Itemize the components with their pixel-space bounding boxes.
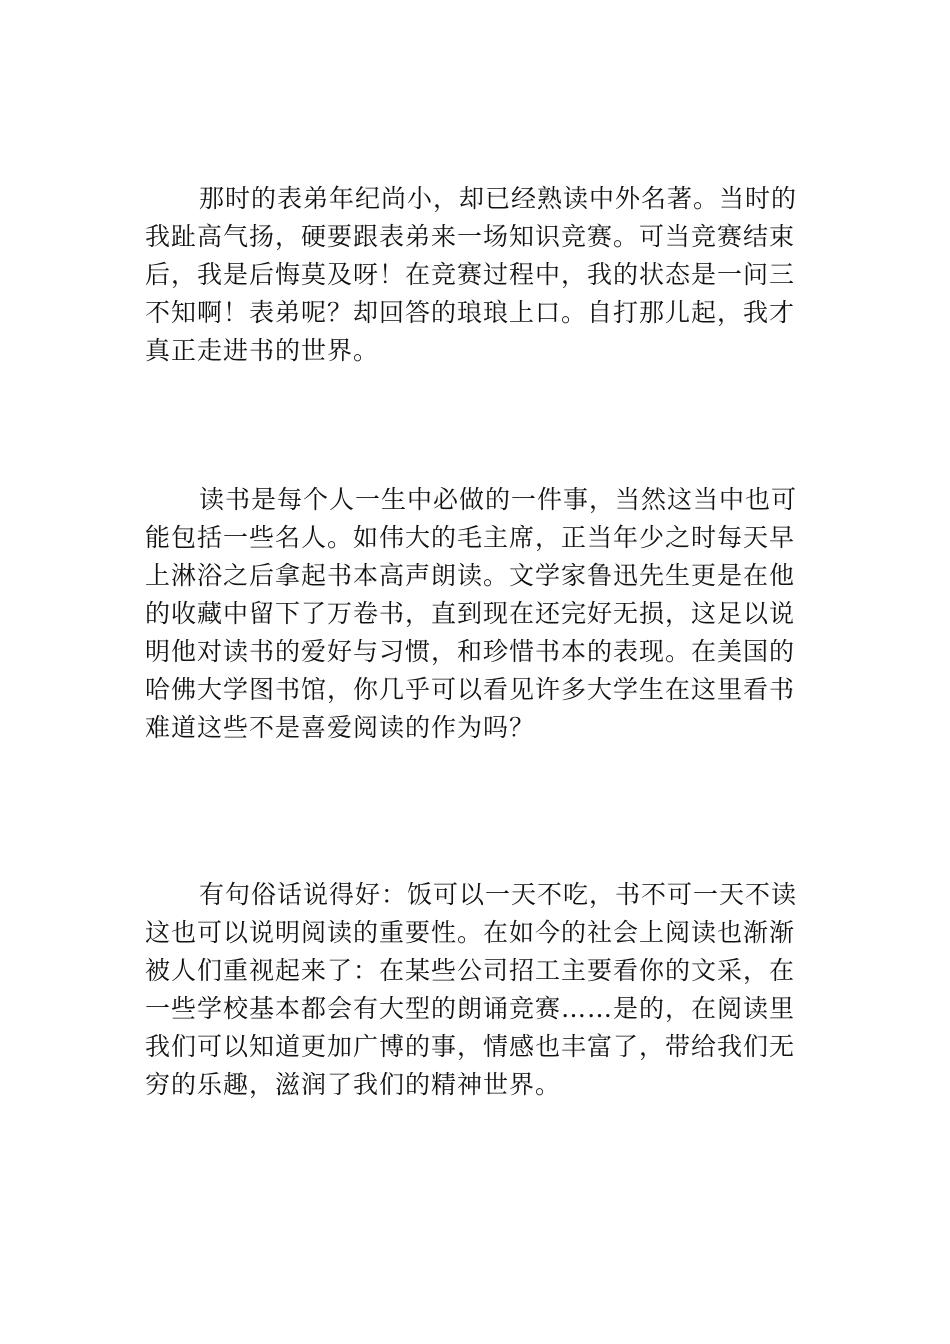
paragraph-line: 明他对读书的爱好与习惯，和珍惜书本的表现。在美国的 bbox=[145, 637, 796, 666]
paragraph-line: 的收藏中留下了万卷书，直到现在还完好无损，这足以说 bbox=[145, 599, 796, 628]
paragraph-line: 这也可以说明阅读的重要性。在如今的社会上阅读也渐渐 bbox=[145, 918, 796, 947]
paragraph-line: 那时的表弟年纪尚小，却已经熟读中外名著。当时的 bbox=[199, 184, 798, 213]
paragraph-line: 真正走进书的世界。 bbox=[145, 336, 380, 365]
paragraph-2 bbox=[145, 481, 805, 747]
paragraph-1 bbox=[145, 180, 805, 370]
paragraph-line: 读书是每个人一生中必做的一件事，当然这当中也可 bbox=[199, 485, 798, 514]
paragraph-line: 后，我是后悔莫及呀！在竞赛过程中，我的状态是一问三 bbox=[145, 260, 796, 289]
paragraph-line: 有句俗话说得好：饭可以一天不吃，书不可一天不读 bbox=[199, 880, 798, 909]
paragraph-3 bbox=[145, 876, 805, 1104]
paragraph-line: 哈佛大学图书馆，你几乎可以看见许多大学生在这里看书 bbox=[145, 675, 796, 704]
paragraph-line: 我们可以知道更加广博的事，情感也丰富了，带给我们无 bbox=[145, 1032, 796, 1061]
paragraph-line: 能包括一些名人。如伟大的毛主席，正当年少之时每天早 bbox=[145, 523, 796, 552]
paragraph-line: 不知啊！表弟呢？却回答的琅琅上口。自打那儿起，我才 bbox=[145, 298, 796, 327]
paragraph-line: 难道这些不是喜爱阅读的作为吗？ bbox=[145, 713, 536, 742]
paragraph-line: 我趾高气扬，硬要跟表弟来一场知识竞赛。可当竞赛结束 bbox=[145, 222, 796, 251]
paragraph-line: 穷的乐趣，滋润了我们的精神世界。 bbox=[145, 1070, 562, 1099]
paragraph-line: 上淋浴之后拿起书本高声朗读。文学家鲁迅先生更是在他 bbox=[145, 561, 796, 590]
paragraph-line: 被人们重视起来了：在某些公司招工主要看你的文采，在 bbox=[145, 956, 796, 985]
paragraph-line: 一些学校基本都会有大型的朗诵竞赛……是的，在阅读里 bbox=[145, 994, 796, 1023]
